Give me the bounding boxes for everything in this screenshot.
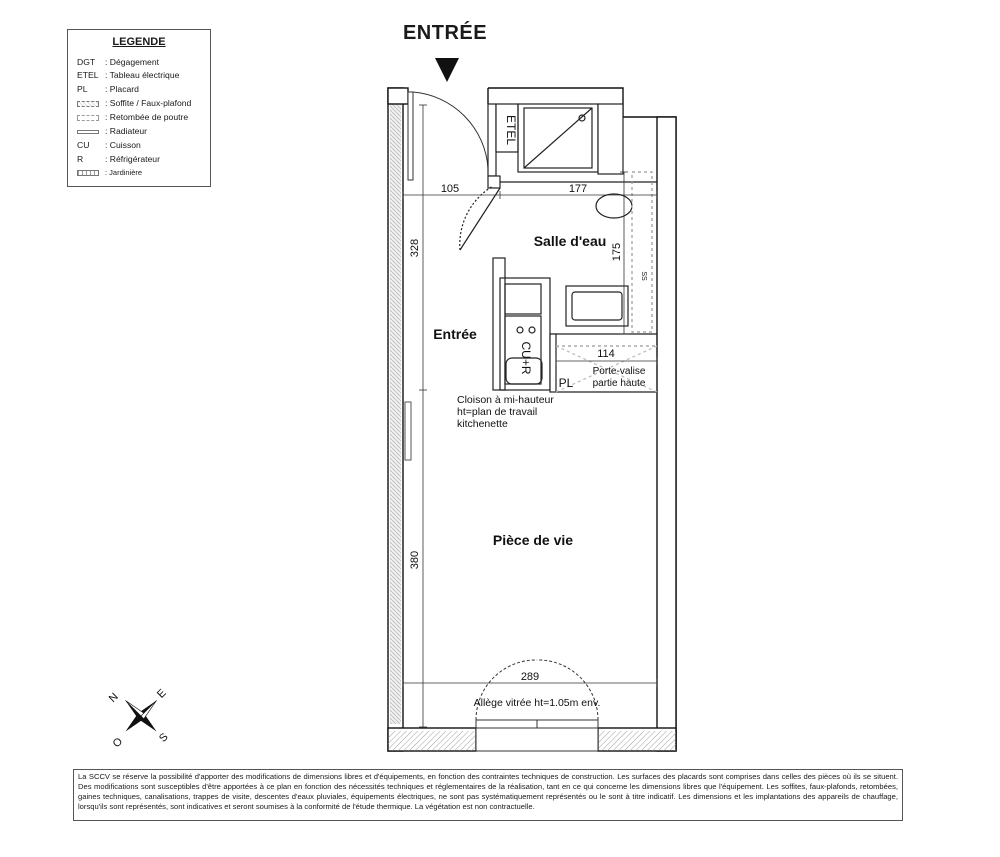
legend-sep: : bbox=[105, 57, 110, 67]
allege-label: Allège vitrée ht=1.05m env. bbox=[473, 697, 601, 709]
legend-abbr: R bbox=[77, 154, 84, 164]
dim-105: 105 bbox=[440, 183, 460, 195]
legend-sep: : bbox=[105, 126, 110, 136]
legend-desc: Retombée de poutre bbox=[109, 112, 189, 122]
legend-desc: Placard bbox=[109, 84, 139, 94]
legend-item-soffite bbox=[77, 97, 191, 109]
room-entree: Entrée bbox=[433, 326, 477, 342]
dim-177: 177 bbox=[568, 183, 588, 195]
retombee-symbol-icon bbox=[77, 115, 99, 121]
legend-item-retombee bbox=[77, 111, 188, 123]
legend-sep: : bbox=[105, 84, 110, 94]
legend-desc: Soffite / Faux-plafond bbox=[109, 98, 192, 108]
legend-sep: : bbox=[105, 154, 110, 164]
legend-desc: Radiateur bbox=[109, 126, 148, 136]
legend-item-cu bbox=[77, 139, 141, 151]
pl-label: PL bbox=[558, 376, 574, 390]
etel-label: ETEL bbox=[504, 114, 518, 146]
legend-item-pl bbox=[77, 83, 139, 95]
cloison-line3: kitchenette bbox=[457, 418, 508, 430]
outer-walls bbox=[388, 88, 676, 751]
radiateur-symbol-icon bbox=[77, 130, 99, 134]
legend-abbr: PL bbox=[77, 84, 88, 94]
compass-s: S bbox=[157, 731, 171, 745]
legend-desc: Cuisson bbox=[109, 140, 141, 150]
legend-desc: Dégagement bbox=[109, 57, 159, 67]
jardiniere-symbol-icon bbox=[77, 170, 99, 176]
soffite-symbol-icon bbox=[77, 101, 99, 107]
porte-valise-line2: partie haute bbox=[592, 378, 646, 389]
cu-r-label: CU+R bbox=[519, 341, 533, 375]
dim-289: 289 bbox=[520, 671, 540, 683]
cloison-line1: Cloison à mi-hauteur bbox=[457, 394, 554, 406]
compass-o: O bbox=[110, 735, 126, 751]
room-salle-deau: Salle d'eau bbox=[533, 233, 607, 249]
dim-380: 380 bbox=[409, 550, 421, 570]
dim-175: 175 bbox=[611, 242, 623, 262]
ss-label: SS bbox=[640, 271, 647, 281]
entry-title: ENTRÉE bbox=[402, 22, 488, 44]
legend-title: LEGENDE bbox=[112, 36, 166, 48]
dim-328: 328 bbox=[409, 238, 421, 258]
legend-abbr: DGT bbox=[77, 57, 96, 67]
room-piece-de-vie: Pièce de vie bbox=[492, 532, 574, 548]
legend-sep: : bbox=[105, 112, 110, 122]
legend-sep: : bbox=[105, 98, 110, 108]
legend-sep: : bbox=[105, 70, 110, 80]
compass-n: N bbox=[106, 690, 121, 705]
legend-item-jardiniere bbox=[77, 167, 142, 179]
legend-abbr: CU bbox=[77, 140, 90, 150]
entry-arrow-icon bbox=[435, 58, 459, 82]
legend-item-etel bbox=[77, 69, 179, 81]
legend bbox=[67, 29, 211, 187]
porte-valise-line1: Porte-valise bbox=[592, 366, 646, 377]
legend-abbr: ETEL bbox=[77, 70, 99, 80]
disclaimer-text: La SCCV se réserve la possibilité d'apporter des modifications de dimensions libres et d'équipements, en fonction des contraintes techniques de construction. Les surfaces des placards sont comprises dans celles des pièces où ils se situent. Des modifications sont susceptibles d'être apportées à ce plan en fonction des nécessités techniques et réglementaires de la réalisation, tant en ce qui concerne les dimensions libres que l'équipement. Les soffites, faux-plafonds, retombées, gaines techniques, canalisations, trappes de visite, descentes d'eaux pluviales, équipements électriques, ne sont pas systématiquement représentés ou le sont à titre indicatif. Les dimensions et les implantations des appareils de chauffage, lorsqu'ils sont représentés, sont indicatives et seront soumises à la conformité de l'étude thermique. La végétation est non contractuelle. bbox=[73, 769, 903, 821]
dim-114: 114 bbox=[597, 348, 615, 360]
legend-sep: : bbox=[105, 168, 110, 177]
legend-desc: Réfrigérateur bbox=[109, 154, 160, 164]
legend-item-radiateur bbox=[77, 125, 147, 137]
cloison-line2: ht=plan de travail bbox=[457, 406, 538, 418]
legend-desc: Tableau électrique bbox=[109, 70, 180, 80]
radiator bbox=[405, 402, 411, 460]
legend-desc: Jardinière bbox=[109, 168, 143, 177]
legend-sep: : bbox=[105, 140, 110, 150]
compass-e: E bbox=[155, 687, 169, 701]
legend-item-dgt bbox=[77, 56, 159, 68]
legend-item-r bbox=[77, 153, 160, 165]
